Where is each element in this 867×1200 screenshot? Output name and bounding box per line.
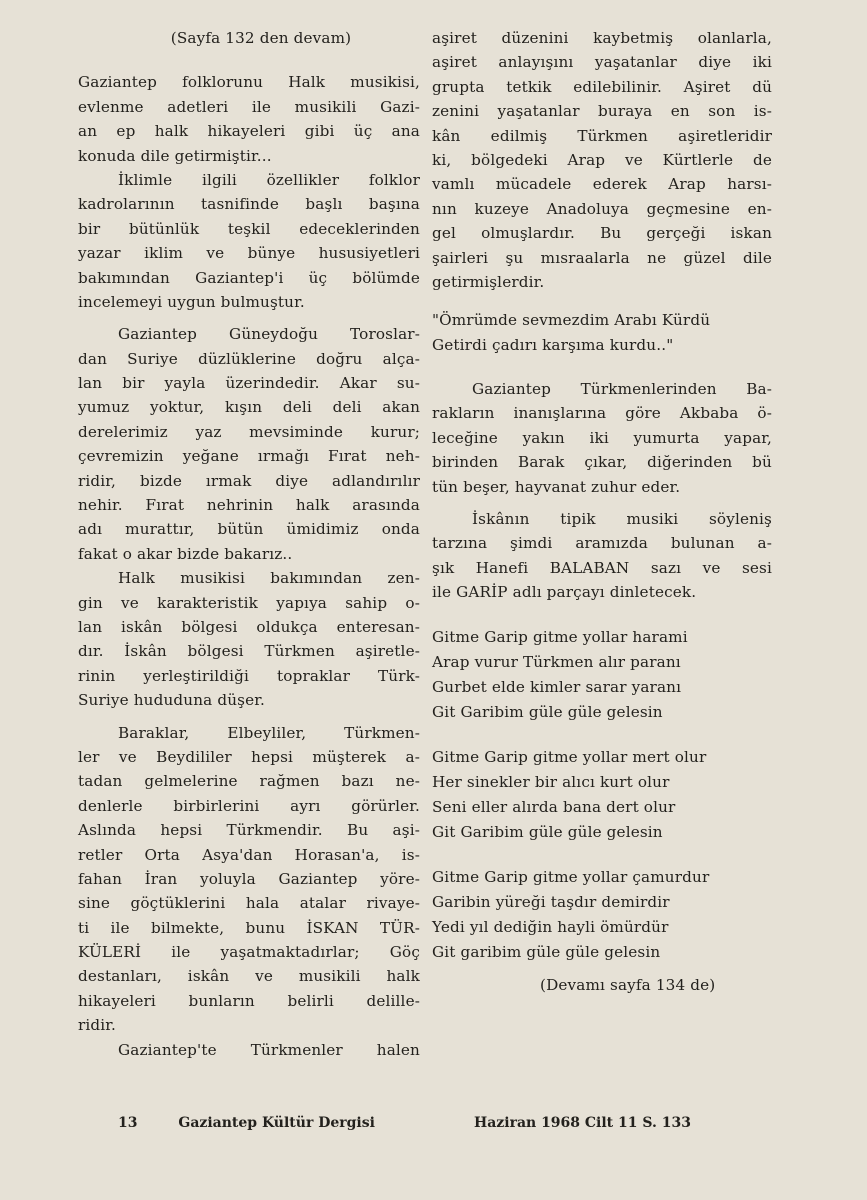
paragraph <box>432 377 772 499</box>
text-line: adı murattır, bütün ümidimiz onda <box>78 520 420 539</box>
verse-line: Git Garibim güle güle gelesin <box>432 702 663 721</box>
text-line: getirmişlerdir. <box>432 272 545 291</box>
continued-from-header: (Sayfa 132 den devam) <box>170 29 352 47</box>
text-line: tadan gelmelerine rağmen bazı ne- <box>78 772 420 791</box>
text-line: şairleri şu mısraalarla ne güzel dile <box>432 248 772 267</box>
paragraph <box>78 721 420 1038</box>
text-line: bakımından Gaziantep'i üç bölümde <box>78 268 420 287</box>
text-line: denlerle birbirlerini ayrı görürler. <box>78 796 420 815</box>
text-line: ile GARİP adlı parçayı dinletecek. <box>432 583 697 602</box>
left-column <box>78 26 420 1062</box>
verse-line: Gitme Garip gitme yollar mert olur <box>432 747 707 766</box>
poem <box>432 625 772 965</box>
text-line: ridir, bizde ırmak diye adlandırılır <box>78 471 420 490</box>
quote-line: "Ömrümde sevmezdim Arabı Kürdü <box>432 311 711 330</box>
verse-line: Garibin yüreği taşdır demirdir <box>432 892 670 911</box>
paragraph <box>78 1038 420 1062</box>
text-line: hikayeleri bunların belirli delille- <box>78 991 420 1010</box>
text-line: İklimle ilgili özellikler folklor <box>118 170 420 189</box>
text-line: yazar iklim ve bünye hususiyetleri <box>78 244 420 263</box>
text-line: İskânın tipik musiki söyleniş <box>472 510 772 529</box>
magazine-title: Gaziantep Kültür Dergisi <box>178 1115 375 1131</box>
verse-line: Gitme Garip gitme yollar çamurdur <box>432 867 710 886</box>
text-line: grupta tetkik edilebilinir. Aşiret dü <box>432 77 772 96</box>
text-line: Gaziantep Türkmenlerinden Ba- <box>472 380 772 399</box>
text-line: rakların inanışlarına göre Akbaba ö- <box>432 404 772 423</box>
text-line: retler Orta Asya'dan Horasan'a, is- <box>78 845 420 864</box>
text-line: leceğine yakın iki yumurta yapar, <box>432 428 772 447</box>
text-line: dan Suriye düzlüklerine doğru alça- <box>78 349 420 368</box>
text-line: gin ve karakteristik yapıya sahip o- <box>78 593 420 612</box>
text-line: birinden Barak çıkar, diğerinden bü <box>432 453 772 472</box>
text-line: nın kuzeye Anadoluya geçmesine en- <box>432 199 772 218</box>
verse-line: Git garibim güle güle gelesin <box>432 942 661 961</box>
text-line: Halk musikisi bakımından zen- <box>118 569 420 588</box>
text-line: ler ve Beydililer hepsi müşterek a- <box>78 747 420 766</box>
quote-line: Getirdi çadırı karşıma kurdu.." <box>432 335 674 354</box>
text-line: kân edilmiş Türkmen aşiretleridir <box>432 126 772 145</box>
verse-line: Gitme Garip gitme yollar harami <box>432 627 688 646</box>
text-line: ti ile bilmekte, bunu İSKAN TÜR- <box>78 918 420 937</box>
text-line: kadrolarının tasnifinde başlı başına <box>78 195 420 214</box>
text-line: çevremizin yeğane ırmağı Fırat neh- <box>78 447 420 466</box>
text-line: zenini yaşatanlar buraya en son is- <box>432 102 772 121</box>
text-line: lan iskân bölgesi oldukça enteresan- <box>78 617 420 636</box>
text-line: Gaziantep Güneydoğu Toroslar- <box>118 325 420 344</box>
paragraph <box>78 566 420 712</box>
poem-stanza <box>432 625 772 725</box>
verse-line: Yedi yıl dediğin hayli ömürdür <box>432 917 669 936</box>
verse-line: Arap vurur Türkmen alır paranı <box>432 652 681 671</box>
page-number: 13 <box>118 1115 138 1131</box>
text-line: dır. İskân bölgesi Türkmen aşiretle- <box>78 642 420 661</box>
text-line: nehir. Fırat nehrinin halk arasında <box>78 496 420 515</box>
text-line: aşiret düzenini kaybetmiş olanlarla, <box>432 29 772 47</box>
text-line: KÜLERİ ile yaşatmaktadırlar; Göç <box>78 943 420 962</box>
issue-info: Haziran 1968 Cilt 11 S. 133 <box>474 1115 691 1131</box>
text-line: gel olmuşlardır. Bu gerçeği iskan <box>432 224 772 243</box>
verse-line: Git Garibim güle güle gelesin <box>432 822 663 841</box>
right-column <box>432 26 772 997</box>
text-line: fakat o akar bizde bakarız.. <box>78 544 293 563</box>
continued-on-note: (Devamı sayfa 134 de) <box>540 975 716 994</box>
verse-quote <box>432 308 772 357</box>
text-line: Baraklar, Elbeyliler, Türkmen- <box>118 723 420 742</box>
paragraph <box>78 168 420 314</box>
text-line: destanları, iskân ve musikili halk <box>78 967 420 986</box>
verse-line: Gurbet elde kimler sarar yaranı <box>432 677 682 696</box>
verse-line: Her sinekler bir alıcı kurt olur <box>432 772 670 791</box>
paragraph <box>432 507 772 605</box>
text-line: aşiret anlayışını yaşatanlar diye iki <box>432 53 772 72</box>
paragraph <box>432 26 772 294</box>
text-line: Gaziantep folklorunu Halk musikisi, <box>78 73 420 92</box>
text-line: rinin yerleştirildiği topraklar Türk- <box>78 666 420 685</box>
text-line: fahan İran yoluyla Gaziantep yöre- <box>78 869 420 888</box>
paragraph <box>78 70 420 168</box>
text-line: Aslında hepsi Türkmendir. Bu aşi- <box>78 821 420 840</box>
text-line: vamlı mücadele ederek Arap harsı- <box>432 175 772 194</box>
text-line: şık Hanefi BALABAN sazı ve sesi <box>432 558 772 577</box>
text-line: ridir. <box>78 1016 117 1035</box>
text-line: Suriye hududuna düşer. <box>78 691 265 710</box>
text-line: derelerimiz yaz mevsiminde kurur; <box>78 422 420 441</box>
text-line: sine göçtüklerini hala atalar rivaye- <box>78 894 420 913</box>
text-line: yumuz yoktur, kışın deli deli akan <box>78 398 420 417</box>
poem-stanza <box>432 865 772 965</box>
page-footer-left <box>118 1113 375 1133</box>
paragraph <box>78 322 420 566</box>
poem-stanza <box>432 745 772 845</box>
text-line: Gaziantep'te Türkmenler halen <box>118 1040 420 1059</box>
text-line: konuda dile getirmiştir... <box>78 146 272 165</box>
text-line: tarzına şimdi aramızda bulunan a- <box>432 534 772 553</box>
text-line: bir bütünlük teşkil edeceklerinden <box>78 219 420 238</box>
text-line: lan bir yayla üzerindedir. Akar su- <box>78 374 420 393</box>
verse-line: Seni eller alırda bana dert olur <box>432 797 676 816</box>
text-line: incelemeyi uygun bulmuştur. <box>78 292 305 311</box>
text-line: evlenme adetleri ile musikili Gazi- <box>78 97 420 116</box>
text-line: an ep halk hikayeleri gibi üç ana <box>78 122 420 141</box>
text-line: ki, bölgedeki Arap ve Kürtlerle de <box>432 150 772 169</box>
text-line: tün beşer, hayvanat zuhur eder. <box>432 477 681 496</box>
